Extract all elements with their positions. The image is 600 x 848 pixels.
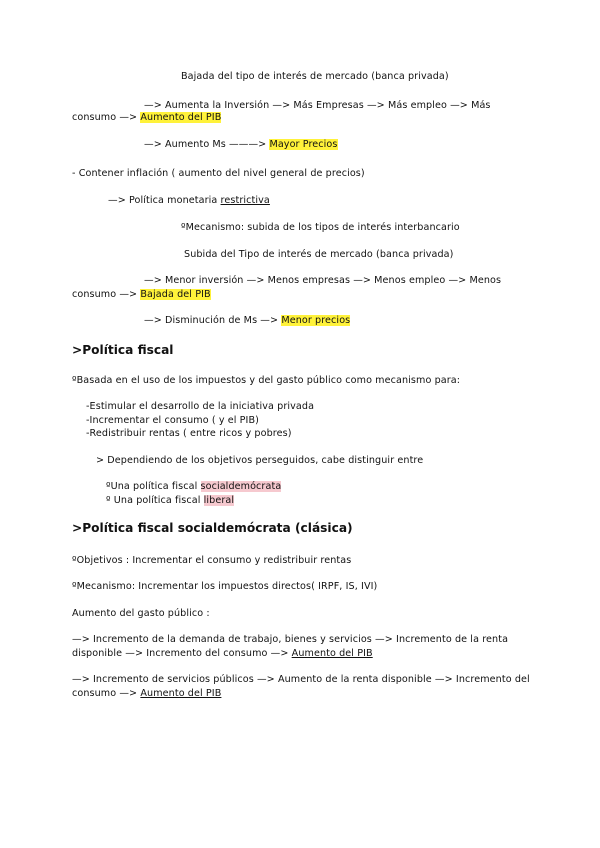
text-line: Subida del Tipo de interés de mercado (banca privada) — [184, 249, 454, 260]
underlined-text: Aumento del PIB — [140, 688, 222, 699]
text-line: - Contener inflación ( aumento del nivel general de precios) — [72, 168, 365, 179]
text-fragment: disponible —> Incremento del consumo —> — [72, 648, 289, 659]
underlined-text: Aumento del PIB — [291, 648, 373, 659]
text-line: Aumento del gasto público : — [72, 608, 210, 619]
text-line: —> Incremento de la demanda de trabajo, bienes y servicios —> Incremento de la renta — [72, 634, 509, 645]
text-line — [144, 315, 350, 327]
text-fragment: —> Política monetaria — [108, 195, 218, 206]
text-fragment: ºUna política fiscal — [106, 481, 198, 492]
section-heading: >Política fiscal — [72, 343, 174, 357]
list-item: -Estimular el desarrollo de la iniciativa privada — [86, 401, 315, 412]
text-line — [108, 195, 270, 207]
section-heading: >Política fiscal socialdemócrata (clásica) — [72, 521, 353, 535]
text-fragment: consumo —> — [72, 112, 138, 123]
text-line: —> Menor inversión —> Menos empresas —> Menos empleo —> Menos — [144, 275, 502, 286]
text-fragment: º Una política fiscal — [106, 495, 201, 506]
highlighted-text: Menor precios — [281, 315, 351, 326]
text-fragment: consumo —> — [72, 289, 138, 300]
highlighted-text: liberal — [203, 495, 235, 506]
text-line: ºBasada en el uso de los impuestos y del gasto público como mecanismo para: — [72, 375, 461, 386]
text-line: > Dependiendo de los objetivos perseguidos, cabe distinguir entre — [96, 455, 424, 466]
highlighted-text: Bajada del PIB — [140, 289, 211, 300]
highlighted-text: Aumento del PIB — [140, 112, 222, 123]
highlighted-text: socialdemócrata — [200, 481, 282, 492]
list-item: -Redistribuir rentas ( entre ricos y pobres) — [86, 428, 292, 439]
text-line — [72, 688, 221, 700]
text-line — [72, 648, 373, 660]
text-line: Bajada del tipo de interés de mercado (banca privada) — [181, 71, 449, 82]
text-line: ºMecanismo: Incrementar los impuestos directos( IRPF, IS, IVI) — [72, 581, 378, 592]
underlined-text: restrictiva — [220, 195, 270, 206]
text-fragment: —> Disminución de Ms —> — [144, 315, 279, 326]
text-line — [72, 289, 211, 301]
text-line — [106, 481, 281, 493]
text-line: —> Aumenta la Inversión —> Más Empresas —> Más empleo —> Más — [144, 100, 491, 111]
text-line — [72, 112, 221, 124]
text-line: —> Incremento de servicios públicos —> Aumento de la renta disponible —> Incremento del — [72, 674, 530, 685]
text-line: ºObjetivos : Incrementar el consumo y redistribuir rentas — [72, 555, 352, 566]
highlighted-text: Mayor Precios — [269, 139, 338, 150]
text-line: ºMecanismo: subida de los tipos de interés interbancario — [181, 222, 460, 233]
text-line — [106, 495, 234, 507]
text-fragment: consumo —> — [72, 688, 138, 699]
text-fragment: —> Aumento Ms ———> — [144, 139, 267, 150]
text-line — [144, 139, 338, 151]
list-item: -Incrementar el consumo ( y el PIB) — [86, 415, 260, 426]
